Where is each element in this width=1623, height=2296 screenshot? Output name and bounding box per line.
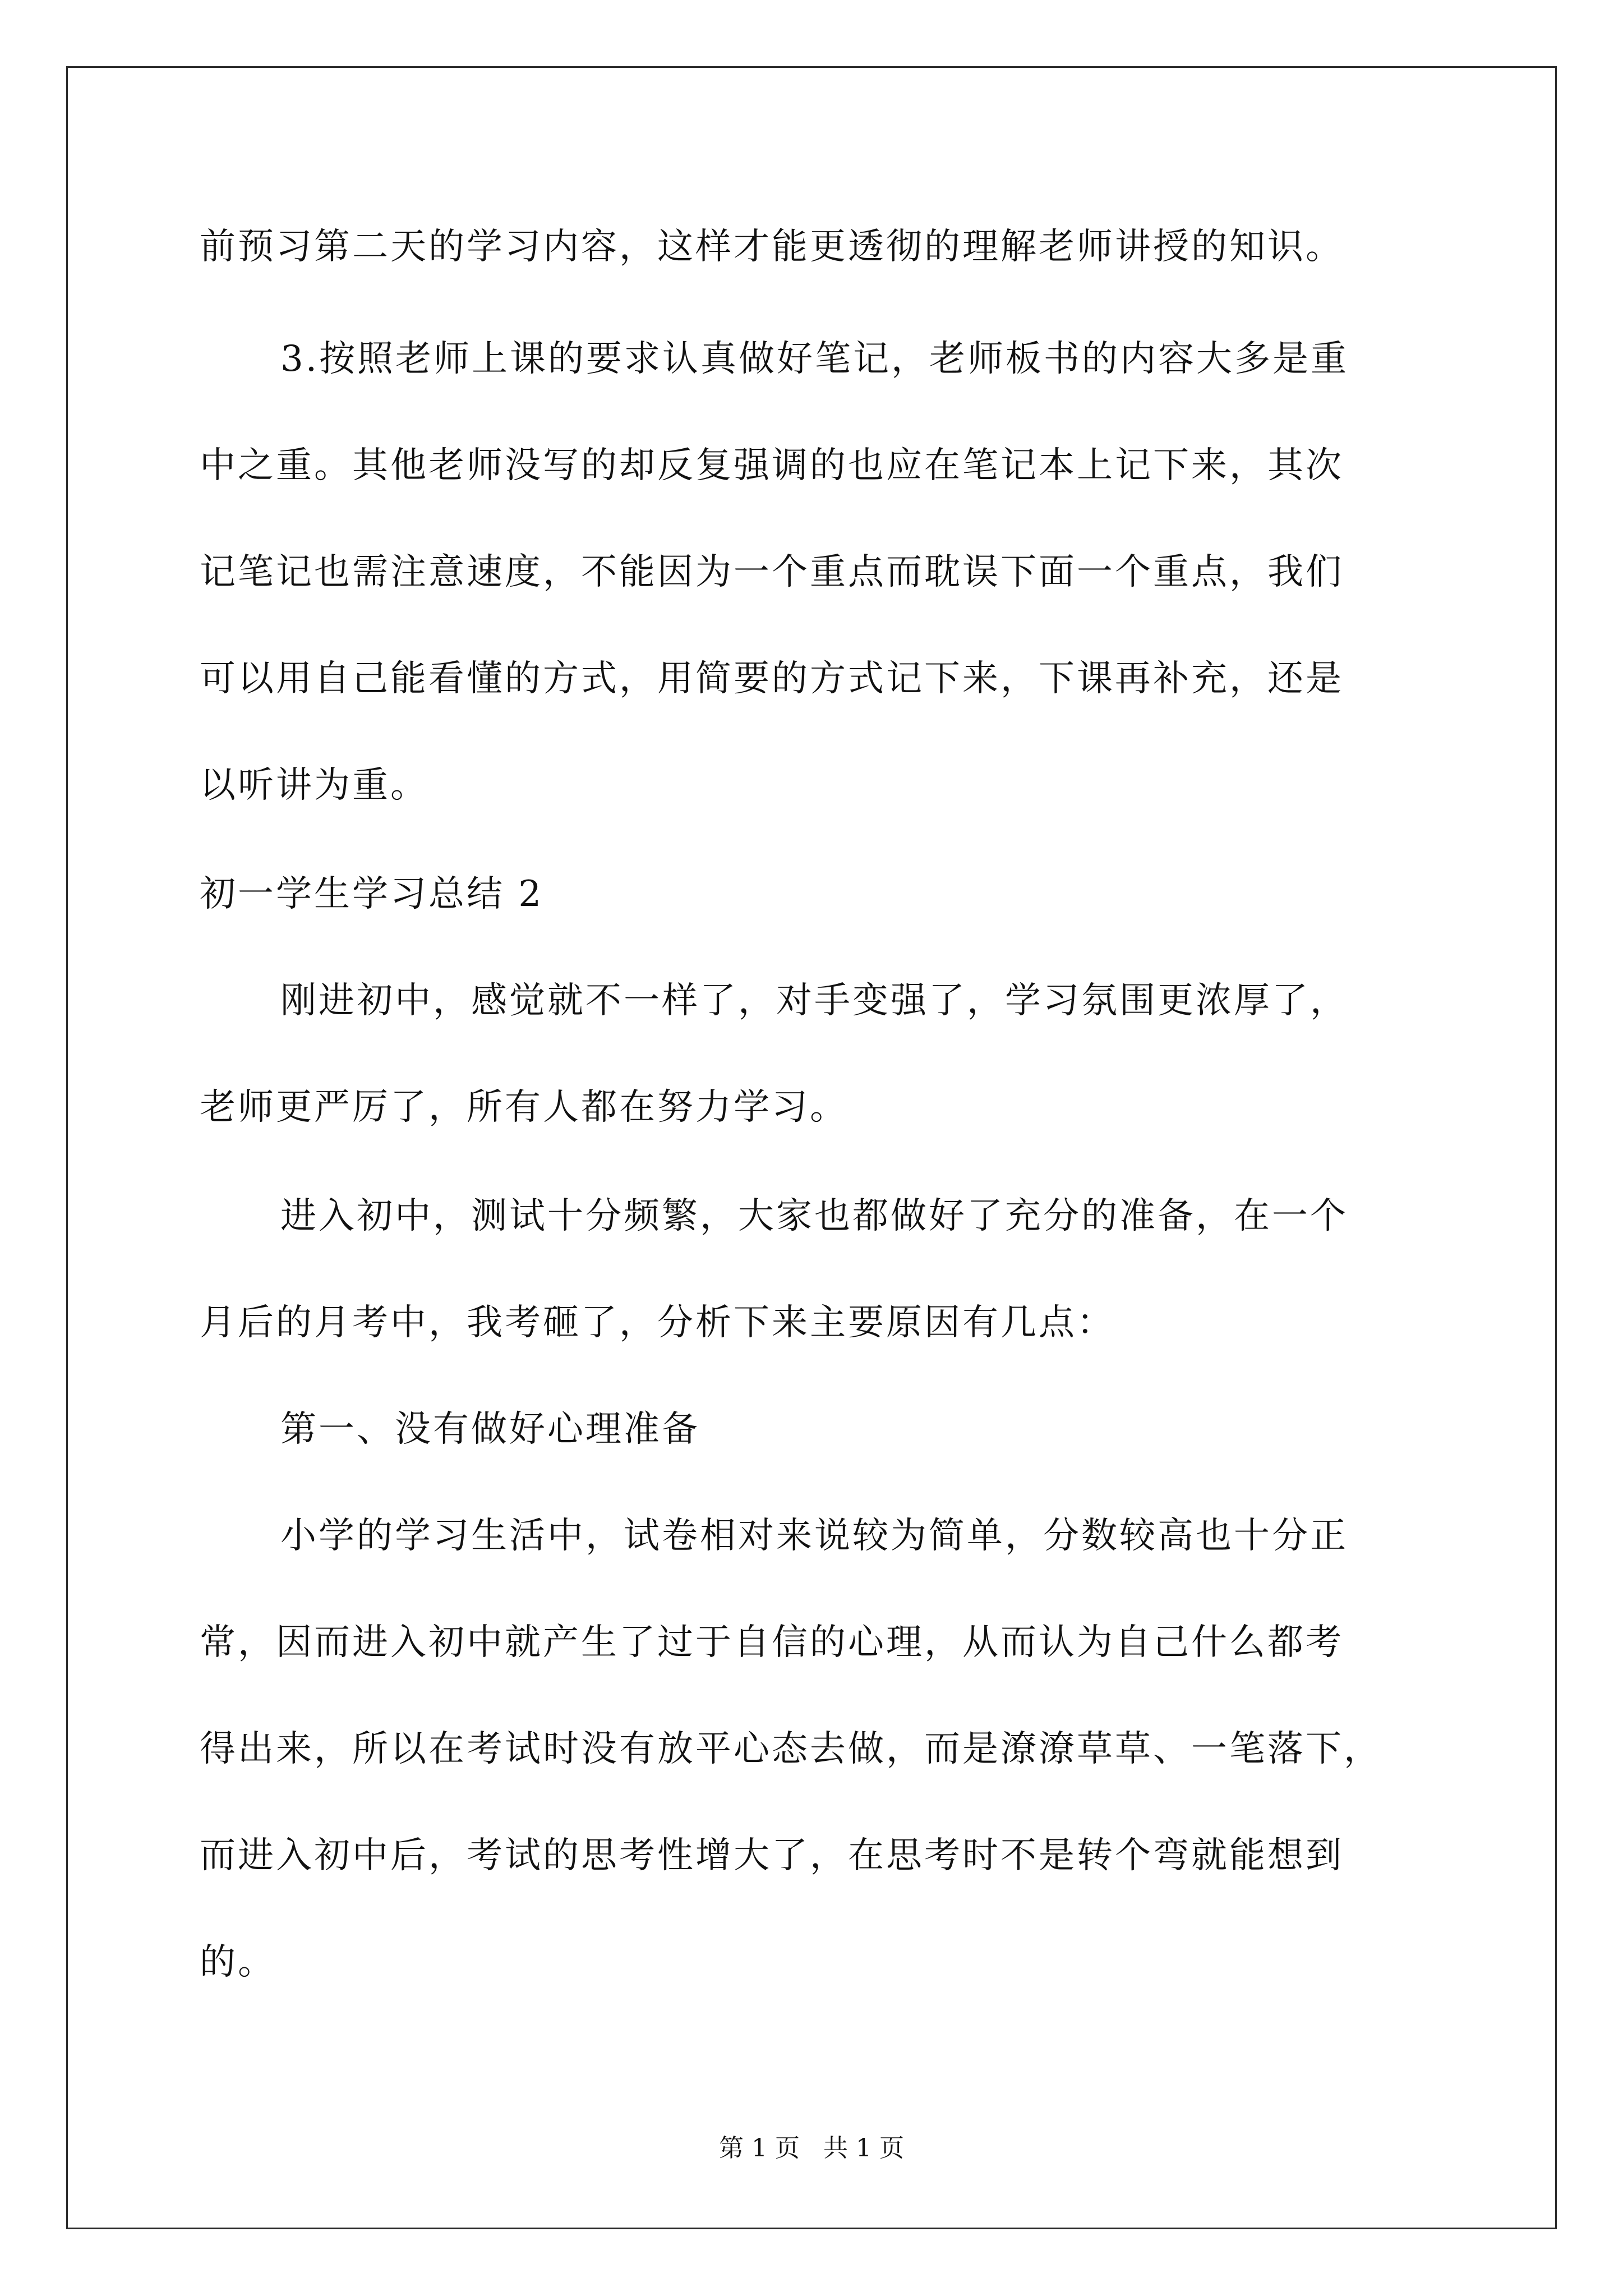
paragraph-line: 记笔记也需注意速度，不能因为一个重点而耽误下面一个重点，我们	[200, 551, 1344, 593]
paragraph-line: 第一、没有做好心理准备	[280, 1409, 700, 1450]
paragraph-line: 以听讲为重。	[200, 765, 428, 806]
paragraph-line: 常，因而进入初中就产生了过于自信的心理，从而认为自己什么都考	[200, 1622, 1344, 1663]
paragraph-line: 小学的学习生活中，试卷相对来说较为简单，分数较高也十分正	[280, 1515, 1348, 1557]
page-border	[66, 66, 1557, 2229]
paragraph-line: 而进入初中后，考试的思考性增大了，在思考时不是转个弯就能想到	[200, 1835, 1344, 1876]
page-footer: 第 1 页 共 1 页	[719, 2134, 904, 2162]
paragraph-line: 月后的月考中，我考砸了，分析下来主要原因有几点：	[200, 1302, 1115, 1343]
section-heading: 初一学生学习总结 2	[200, 873, 544, 915]
paragraph-line: 进入初中，测试十分频繁，大家也都做好了充分的准备，在一个	[280, 1195, 1348, 1237]
paragraph-line: 刚进初中，感觉就不一样了，对手变强了，学习氛围更浓厚了，	[280, 980, 1348, 1022]
paragraph-line: 老师更严厉了，所有人都在努力学习。	[200, 1087, 848, 1128]
paragraph-line: 前预习第二天的学习内容，这样才能更透彻的理解老师讲授的知识。	[200, 226, 1344, 268]
paragraph-line: 中之重。其他老师没写的却反复强调的也应在笔记本上记下来，其次	[200, 445, 1344, 486]
paragraph-line: 可以用自己能看懂的方式，用简要的方式记下来，下课再补充，还是	[200, 658, 1344, 700]
paragraph-line: 得出来，所以在考试时没有放平心态去做，而是潦潦草草、一笔落下，	[200, 1728, 1382, 1770]
paragraph-line: 3.按照老师上课的要求认真做好笔记，老师板书的内容大多是重	[280, 338, 1349, 380]
paragraph-line: 的。	[200, 1941, 276, 1983]
